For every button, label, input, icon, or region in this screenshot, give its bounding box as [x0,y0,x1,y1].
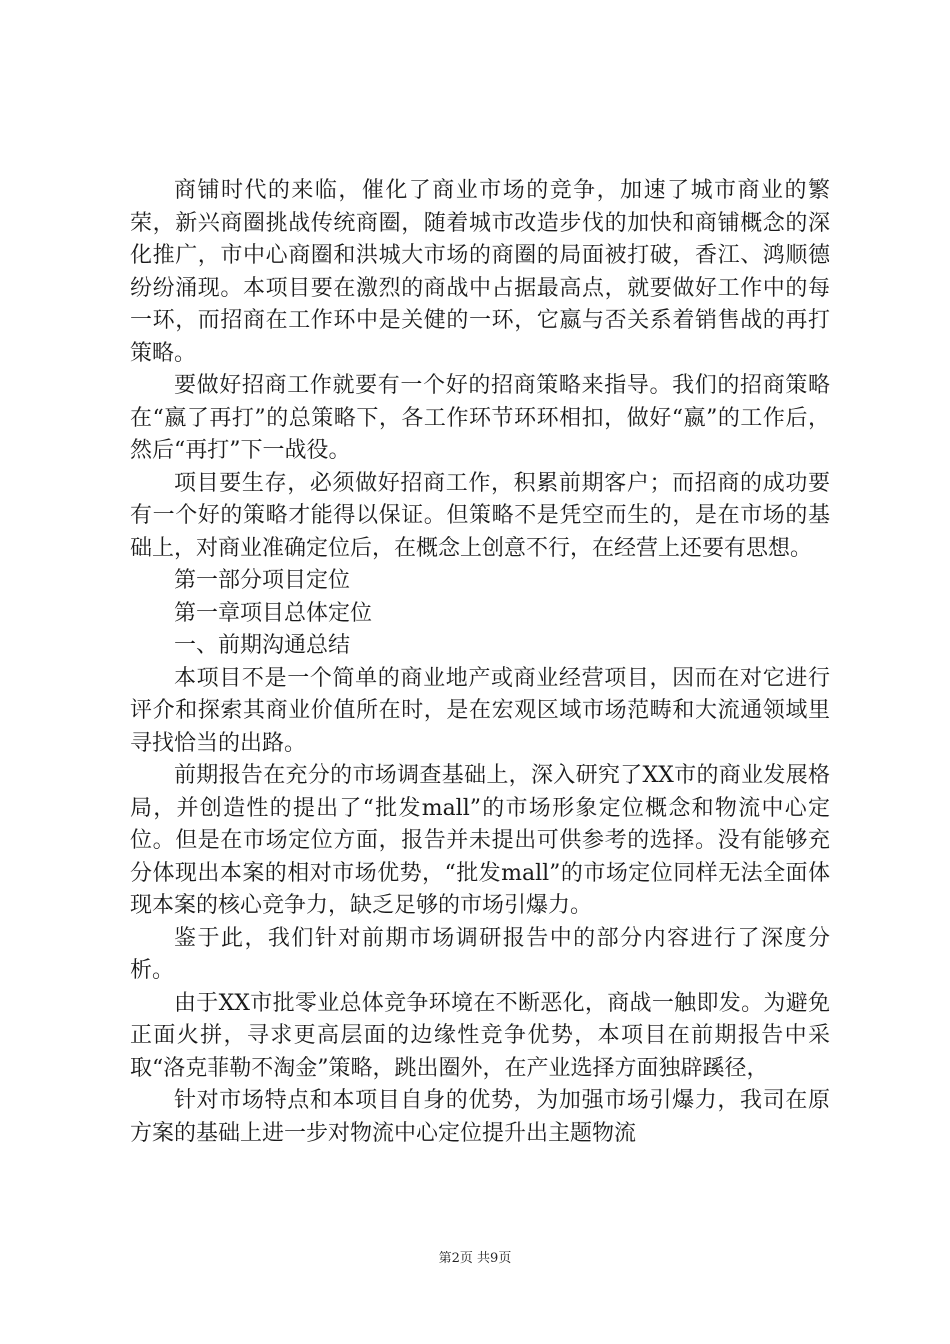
paragraph: 鉴于此，我们针对前期市场调研报告中的部分内容进行了深度分析。 [130,925,830,983]
paragraph: 前期报告在充分的市场调查基础上，深入研究了XX市的商业发展格局，并创造性的提出了“批发mall”的市场形象定位概念和物流中心定位。但是在市场定位方面，报告并未提出可供参考的选择。没有能够充分体现出本案的相对市场优势，“批发mall”的市场定位同样无法全面体现本案的核心竞争力，缺乏足够的市场引爆力。 [130,763,830,918]
paragraph: 商铺时代的来临，催化了商业市场的竞争，加速了城市商业的繁荣，新兴商圈挑战传统商圈，随着城市改造步伐的加快和商铺概念的深化推广，市中心商圈和洪城大市场的商圈的局面被打破，香江、鸿顺德纷纷涌现。本项目要在激烈的商战中占据最高点，就要做好工作中的每一环，而招商在工作环中是关健的一环，它嬴与否关系着销售战的再打策略。 [130,178,830,366]
page-number-footer: 第2页 共9页 [438,1251,512,1266]
paragraph: 由于XX市批零业总体竞争环境在不断恶化，商战一触即发。为避免正面火拼，寻求更高层面的边缘性竞争优势，本项目在前期报告中采取“洛克菲勒不淘金”策略，跳出圈外，在产业选择方面独辟蹊径， [130,990,830,1081]
chapter-heading: 第一章项目总体定位 [174,600,373,626]
paragraph: 项目要生存，必须做好招商工作，积累前期客户；而招商的成功要有一个好的策略才能得以保证。但策略不是凭空而生的，是在市场的基础上，对商业准确定位后，在概念上创意不行，在经营上还要有思想。 [130,470,830,561]
paragraph: 针对市场特点和本项目自身的优势，为加强市场引爆力，我司在原方案的基础上进一步对物流中心定位提升出主题物流 [130,1088,830,1146]
section-heading: 第一部分项目定位 [174,568,351,593]
paragraph: 本项目不是一个简单的商业地产或商业经营项目，因而在对它进行评介和探索其商业价值所在时，是在宏观区域市场范畴和大流通领域里寻找恰当的出路。 [130,665,830,756]
subsection-heading: 一、前期沟通总结 [174,633,351,658]
paragraph: 要做好招商工作就要有一个好的招商策略来指导。我们的招商策略在“嬴了再打”的总策略下，各工作环节环环相扣，做好“嬴”的工作后，然后“再打”下一战役。 [130,373,830,463]
document-body [130,175,830,1150]
